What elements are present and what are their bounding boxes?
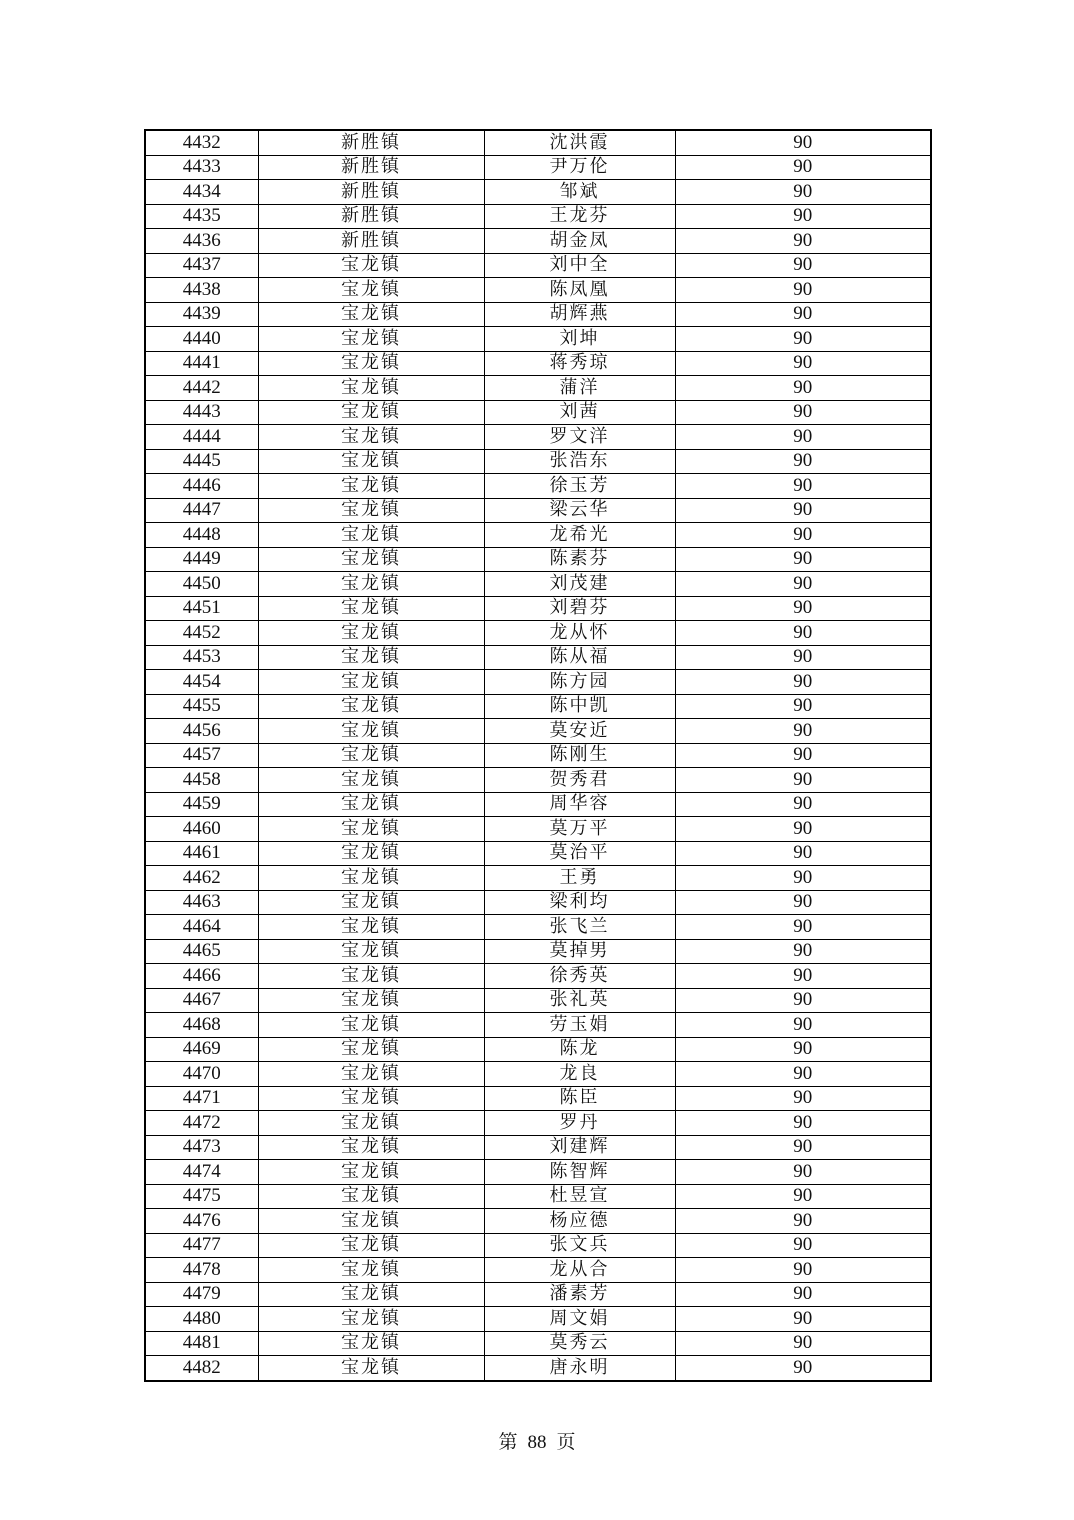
table-row (145, 939, 931, 964)
cell-score: 90 (675, 1013, 931, 1038)
table-row (145, 841, 931, 866)
cell-score: 90 (675, 694, 931, 719)
cell-id: 4472 (145, 1111, 258, 1136)
cell-score: 90 (675, 964, 931, 989)
table-row (145, 964, 931, 989)
cell-name: 陈素芬 (484, 547, 675, 572)
cell-town: 宝龙镇 (258, 400, 484, 425)
table-row (145, 1111, 931, 1136)
table-row (145, 1184, 931, 1209)
cell-score: 90 (675, 670, 931, 695)
cell-id: 4454 (145, 670, 258, 695)
cell-id: 4476 (145, 1209, 258, 1234)
table-row (145, 1233, 931, 1258)
table-row (145, 327, 931, 352)
cell-score: 90 (675, 425, 931, 450)
cell-id: 4471 (145, 1086, 258, 1111)
cell-name: 梁云华 (484, 498, 675, 523)
cell-name: 沈洪霞 (484, 130, 675, 155)
table-row (145, 130, 931, 155)
cell-town: 宝龙镇 (258, 1160, 484, 1185)
cell-name: 杜昱宣 (484, 1184, 675, 1209)
page-number: 88 (527, 1432, 547, 1453)
table-row (145, 1331, 931, 1356)
cell-id: 4432 (145, 130, 258, 155)
cell-score: 90 (675, 572, 931, 597)
roster-table-body (145, 130, 931, 1381)
cell-town: 宝龙镇 (258, 1135, 484, 1160)
cell-name: 罗文洋 (484, 425, 675, 450)
cell-id: 4452 (145, 621, 258, 646)
cell-id: 4460 (145, 817, 258, 842)
cell-id: 4464 (145, 915, 258, 940)
cell-name: 王龙芬 (484, 204, 675, 229)
cell-score: 90 (675, 400, 931, 425)
table-row (145, 743, 931, 768)
cell-name: 龙从怀 (484, 621, 675, 646)
cell-score: 90 (675, 1135, 931, 1160)
table-row (145, 719, 931, 744)
cell-town: 宝龙镇 (258, 278, 484, 303)
cell-id: 4451 (145, 596, 258, 621)
cell-name: 潘素芳 (484, 1282, 675, 1307)
cell-name: 胡金凤 (484, 229, 675, 254)
cell-score: 90 (675, 1184, 931, 1209)
cell-town: 宝龙镇 (258, 1013, 484, 1038)
table-row (145, 1086, 931, 1111)
cell-town: 宝龙镇 (258, 890, 484, 915)
table-row (145, 1356, 931, 1381)
cell-town: 宝龙镇 (258, 1184, 484, 1209)
cell-score: 90 (675, 474, 931, 499)
cell-town: 宝龙镇 (258, 425, 484, 450)
table-row (145, 1282, 931, 1307)
cell-score: 90 (675, 376, 931, 401)
cell-name: 刘茂建 (484, 572, 675, 597)
cell-name: 莫秀云 (484, 1331, 675, 1356)
cell-score: 90 (675, 351, 931, 376)
table-row (145, 1258, 931, 1283)
cell-town: 宝龙镇 (258, 1086, 484, 1111)
cell-id: 4444 (145, 425, 258, 450)
cell-score: 90 (675, 866, 931, 891)
cell-score: 90 (675, 1307, 931, 1332)
cell-name: 梁利均 (484, 890, 675, 915)
cell-score: 90 (675, 1086, 931, 1111)
table-row (145, 180, 931, 205)
cell-town: 宝龙镇 (258, 474, 484, 499)
cell-score: 90 (675, 278, 931, 303)
cell-score: 90 (675, 130, 931, 155)
table-row (145, 670, 931, 695)
cell-name: 刘碧芬 (484, 596, 675, 621)
cell-name: 罗丹 (484, 1111, 675, 1136)
table-row (145, 1160, 931, 1185)
cell-town: 新胜镇 (258, 204, 484, 229)
cell-name: 陈方园 (484, 670, 675, 695)
cell-town: 新胜镇 (258, 180, 484, 205)
table-row (145, 572, 931, 597)
table-row (145, 155, 931, 180)
table-row (145, 474, 931, 499)
cell-score: 90 (675, 1356, 931, 1381)
cell-id: 4435 (145, 204, 258, 229)
cell-name: 刘坤 (484, 327, 675, 352)
cell-name: 陈臣 (484, 1086, 675, 1111)
cell-id: 4439 (145, 302, 258, 327)
table-row (145, 1037, 931, 1062)
table-row (145, 792, 931, 817)
cell-name: 徐秀英 (484, 964, 675, 989)
cell-id: 4433 (145, 155, 258, 180)
table-row (145, 1013, 931, 1038)
cell-town: 宝龙镇 (258, 1233, 484, 1258)
cell-id: 4442 (145, 376, 258, 401)
cell-score: 90 (675, 743, 931, 768)
cell-town: 宝龙镇 (258, 1282, 484, 1307)
cell-id: 4449 (145, 547, 258, 572)
cell-score: 90 (675, 327, 931, 352)
table-row (145, 768, 931, 793)
page-label-suffix: 页 (556, 1431, 576, 1453)
cell-name: 陈刚生 (484, 743, 675, 768)
cell-score: 90 (675, 1037, 931, 1062)
cell-score: 90 (675, 1111, 931, 1136)
table-row (145, 425, 931, 450)
cell-id: 4447 (145, 498, 258, 523)
table-row (145, 253, 931, 278)
cell-town: 宝龙镇 (258, 376, 484, 401)
cell-id: 4465 (145, 939, 258, 964)
cell-score: 90 (675, 498, 931, 523)
cell-name: 莫掉男 (484, 939, 675, 964)
cell-id: 4461 (145, 841, 258, 866)
cell-id: 4477 (145, 1233, 258, 1258)
cell-score: 90 (675, 1233, 931, 1258)
cell-town: 宝龙镇 (258, 572, 484, 597)
table-row (145, 449, 931, 474)
cell-name: 张飞兰 (484, 915, 675, 940)
cell-id: 4478 (145, 1258, 258, 1283)
cell-town: 宝龙镇 (258, 1111, 484, 1136)
cell-name: 贺秀君 (484, 768, 675, 793)
cell-town: 宝龙镇 (258, 988, 484, 1013)
cell-town: 新胜镇 (258, 155, 484, 180)
cell-name: 邹斌 (484, 180, 675, 205)
table-row (145, 988, 931, 1013)
cell-score: 90 (675, 719, 931, 744)
cell-id: 4463 (145, 890, 258, 915)
cell-score: 90 (675, 229, 931, 254)
cell-town: 宝龙镇 (258, 327, 484, 352)
table-row (145, 915, 931, 940)
page-footer (0, 1431, 1074, 1454)
table-row (145, 351, 931, 376)
table-row (145, 890, 931, 915)
cell-town: 宝龙镇 (258, 1209, 484, 1234)
table-row (145, 229, 931, 254)
cell-id: 4446 (145, 474, 258, 499)
cell-town: 宝龙镇 (258, 1062, 484, 1087)
cell-score: 90 (675, 939, 931, 964)
cell-name: 龙良 (484, 1062, 675, 1087)
cell-id: 4479 (145, 1282, 258, 1307)
cell-score: 90 (675, 645, 931, 670)
cell-score: 90 (675, 1258, 931, 1283)
cell-id: 4441 (145, 351, 258, 376)
cell-id: 4467 (145, 988, 258, 1013)
cell-name: 陈智辉 (484, 1160, 675, 1185)
cell-town: 宝龙镇 (258, 253, 484, 278)
cell-town: 宝龙镇 (258, 1331, 484, 1356)
cell-name: 龙希光 (484, 523, 675, 548)
cell-id: 4440 (145, 327, 258, 352)
cell-id: 4481 (145, 1331, 258, 1356)
cell-id: 4470 (145, 1062, 258, 1087)
cell-score: 90 (675, 547, 931, 572)
cell-name: 莫安近 (484, 719, 675, 744)
cell-town: 宝龙镇 (258, 523, 484, 548)
cell-town: 宝龙镇 (258, 498, 484, 523)
cell-score: 90 (675, 449, 931, 474)
cell-town: 宝龙镇 (258, 1356, 484, 1381)
table-row (145, 376, 931, 401)
cell-name: 张礼英 (484, 988, 675, 1013)
cell-score: 90 (675, 1160, 931, 1185)
cell-id: 4443 (145, 400, 258, 425)
table-row (145, 866, 931, 891)
table-row (145, 302, 931, 327)
cell-town: 宝龙镇 (258, 621, 484, 646)
cell-id: 4448 (145, 523, 258, 548)
cell-id: 4475 (145, 1184, 258, 1209)
cell-id: 4434 (145, 180, 258, 205)
cell-name: 陈凤凰 (484, 278, 675, 303)
cell-id: 4438 (145, 278, 258, 303)
cell-town: 宝龙镇 (258, 449, 484, 474)
cell-town: 宝龙镇 (258, 547, 484, 572)
cell-name: 莫治平 (484, 841, 675, 866)
cell-town: 宝龙镇 (258, 302, 484, 327)
cell-score: 90 (675, 915, 931, 940)
cell-score: 90 (675, 890, 931, 915)
cell-id: 4469 (145, 1037, 258, 1062)
cell-town: 宝龙镇 (258, 351, 484, 376)
cell-town: 宝龙镇 (258, 964, 484, 989)
cell-score: 90 (675, 1331, 931, 1356)
cell-score: 90 (675, 1282, 931, 1307)
table-row (145, 523, 931, 548)
table-row (145, 1209, 931, 1234)
cell-score: 90 (675, 621, 931, 646)
cell-name: 尹万伦 (484, 155, 675, 180)
cell-name: 刘建辉 (484, 1135, 675, 1160)
cell-name: 张浩东 (484, 449, 675, 474)
table-row (145, 817, 931, 842)
cell-town: 宝龙镇 (258, 792, 484, 817)
cell-score: 90 (675, 768, 931, 793)
cell-id: 4456 (145, 719, 258, 744)
cell-town: 宝龙镇 (258, 596, 484, 621)
cell-score: 90 (675, 523, 931, 548)
cell-name: 莫万平 (484, 817, 675, 842)
cell-id: 4474 (145, 1160, 258, 1185)
cell-score: 90 (675, 155, 931, 180)
table-row (145, 400, 931, 425)
cell-name: 周华容 (484, 792, 675, 817)
cell-id: 4459 (145, 792, 258, 817)
cell-id: 4462 (145, 866, 258, 891)
cell-name: 劳玉娟 (484, 1013, 675, 1038)
cell-name: 陈中凯 (484, 694, 675, 719)
cell-name: 王勇 (484, 866, 675, 891)
cell-name: 陈龙 (484, 1037, 675, 1062)
cell-town: 宝龙镇 (258, 1037, 484, 1062)
cell-score: 90 (675, 596, 931, 621)
cell-name: 周文娟 (484, 1307, 675, 1332)
cell-name: 蒲洋 (484, 376, 675, 401)
cell-id: 4455 (145, 694, 258, 719)
cell-id: 4480 (145, 1307, 258, 1332)
cell-name: 龙从合 (484, 1258, 675, 1283)
cell-score: 90 (675, 180, 931, 205)
cell-score: 90 (675, 302, 931, 327)
cell-id: 4466 (145, 964, 258, 989)
cell-name: 陈从福 (484, 645, 675, 670)
cell-town: 宝龙镇 (258, 841, 484, 866)
cell-name: 徐玉芳 (484, 474, 675, 499)
cell-id: 4450 (145, 572, 258, 597)
cell-town: 新胜镇 (258, 130, 484, 155)
table-row (145, 1062, 931, 1087)
cell-id: 4457 (145, 743, 258, 768)
cell-name: 张文兵 (484, 1233, 675, 1258)
cell-score: 90 (675, 792, 931, 817)
table-row (145, 498, 931, 523)
cell-id: 4445 (145, 449, 258, 474)
cell-town: 宝龙镇 (258, 743, 484, 768)
cell-town: 宝龙镇 (258, 694, 484, 719)
cell-name: 唐永明 (484, 1356, 675, 1381)
cell-town: 宝龙镇 (258, 939, 484, 964)
cell-id: 4468 (145, 1013, 258, 1038)
cell-score: 90 (675, 253, 931, 278)
cell-town: 宝龙镇 (258, 719, 484, 744)
cell-score: 90 (675, 988, 931, 1013)
cell-name: 刘茜 (484, 400, 675, 425)
cell-score: 90 (675, 841, 931, 866)
cell-town: 宝龙镇 (258, 866, 484, 891)
cell-id: 4453 (145, 645, 258, 670)
cell-town: 宝龙镇 (258, 645, 484, 670)
table-row (145, 1135, 931, 1160)
table-row (145, 645, 931, 670)
cell-score: 90 (675, 817, 931, 842)
cell-name: 杨应德 (484, 1209, 675, 1234)
cell-id: 4473 (145, 1135, 258, 1160)
cell-town: 宝龙镇 (258, 670, 484, 695)
cell-town: 宝龙镇 (258, 1307, 484, 1332)
cell-name: 胡辉燕 (484, 302, 675, 327)
cell-town: 宝龙镇 (258, 1258, 484, 1283)
table-row (145, 278, 931, 303)
cell-name: 蒋秀琼 (484, 351, 675, 376)
cell-town: 宝龙镇 (258, 768, 484, 793)
cell-town: 宝龙镇 (258, 915, 484, 940)
table-row (145, 694, 931, 719)
cell-town: 新胜镇 (258, 229, 484, 254)
cell-town: 宝龙镇 (258, 817, 484, 842)
cell-id: 4458 (145, 768, 258, 793)
table-row (145, 621, 931, 646)
cell-id: 4436 (145, 229, 258, 254)
cell-score: 90 (675, 1062, 931, 1087)
roster-table (144, 129, 932, 1382)
table-row (145, 1307, 931, 1332)
cell-score: 90 (675, 1209, 931, 1234)
page-label-prefix: 第 (498, 1431, 518, 1453)
cell-id: 4437 (145, 253, 258, 278)
cell-name: 刘中全 (484, 253, 675, 278)
table-row (145, 596, 931, 621)
cell-score: 90 (675, 204, 931, 229)
table-row (145, 204, 931, 229)
table-row (145, 547, 931, 572)
cell-id: 4482 (145, 1356, 258, 1381)
